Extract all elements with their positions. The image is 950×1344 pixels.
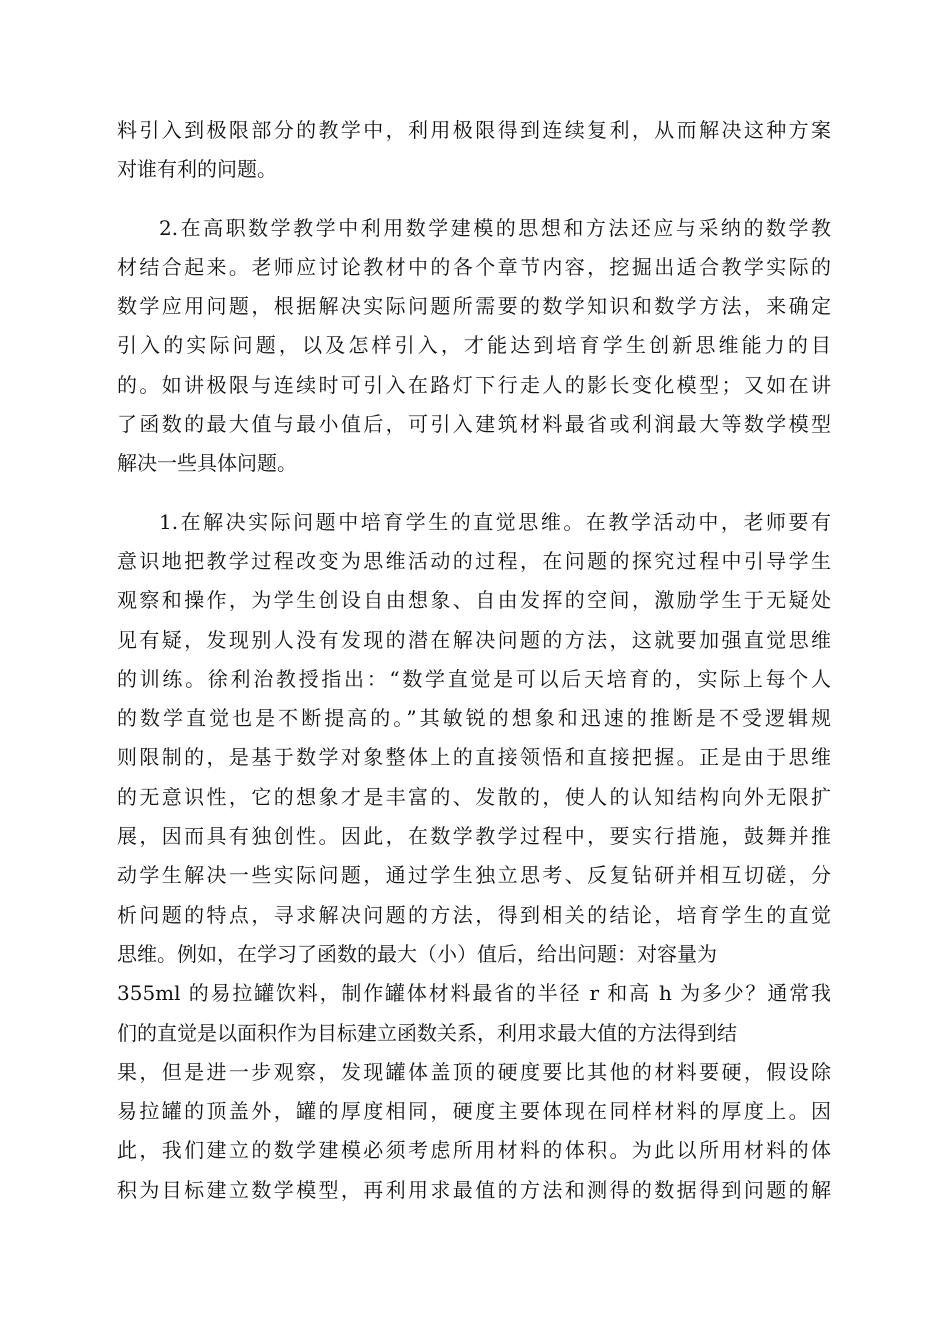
text-line: 的训练。徐利治教授指出：“数学直觉是可以后天培育的，实际上每个人 [117,666,831,691]
paragraph-intro-continuation [117,111,831,190]
text-line: 析问题的特点，寻求解决问题的方法，得到相关的结论，培育学生的直觉 [117,902,831,927]
text-line: 此，我们建立的数学建模必须考虑所用材料的体积。为此以所用材料的体 [117,1138,831,1163]
text-line: 1.在解决实际问题中培育学生的直觉思维。在教学活动中，老师要有 [159,509,831,534]
text-line: 对谁有利的问题。 [117,157,277,182]
paragraph-gap [117,190,831,209]
text-line: 们的直觉是以面积作为目标建立函数关系，利用求最大值的方法得到结 [117,1020,737,1045]
text-line: 材结合起来。老师应讨论教材中的各个章节内容，挖掘出适合教学实际的 [117,254,831,279]
text-line: 的。如讲极限与连续时可引入在路灯下行走人的影长变化模型；又如在讲 [117,372,831,397]
text-line: 355ml 的易拉罐饮料，制作罐体材料最省的半径 r 和高 h 为多少？通常我 [117,981,831,1006]
text-line: 展，因而具有独创性。因此，在数学教学过程中，要实行措施，鼓舞并推 [117,824,831,849]
text-line: 则限制的，是基于数学对象整体上的直接领悟和直接把握。正是由于思维 [117,745,831,770]
paragraph-point-2 [117,209,831,484]
text-line: 观察和操作，为学生创设自由想象、自由发挥的空间，激励学生于无疑处 [117,588,831,613]
document-body [117,111,831,1210]
text-line: 了函数的最大值与最小值后，可引入建筑材料最省或利润最大等数学模型 [117,412,831,437]
text-line: 思维。例如，在学习了函数的最大（小）值后，给出问题：对容量为 [117,941,717,966]
text-line: 易拉罐的顶盖外，罐的厚度相同，硬度主要体现在同样材料的厚度上。因 [117,1099,831,1124]
text-line: 积为目标建立数学模型，再利用求最值的方法和测得的数据得到问题的解 [117,1177,831,1202]
text-line: 见有疑，发现别人没有发现的潜在解决问题的方法，这就要加强直觉思维 [117,627,831,652]
paragraph-point-1 [117,503,831,1210]
text-line: 的无意识性，它的想象才是丰富的、发散的，使人的认知结构向外无限扩 [117,784,831,809]
paragraph-gap [117,484,831,503]
text-line: 引入的实际问题，以及怎样引入，才能达到培育学生创新思维能力的目 [117,333,831,358]
text-line: 数学应用问题，根据解决实际问题所需要的数学知识和数学方法，来确定 [117,294,831,319]
text-line: 动学生解决一些实际问题，通过学生独立思考、反复钻研并相互切磋，分 [117,863,831,888]
text-line: 2.在高职数学教学中利用数学建模的思想和方法还应与采纳的数学教 [159,215,831,240]
text-line: 的数学直觉也是不断提高的。”其敏锐的想象和迅速的推断是不受逻辑规 [117,706,831,731]
text-line: 果，但是进一步观察，发现罐体盖顶的硬度要比其他的材料要硬，假设除 [117,1059,831,1084]
text-line: 解决一些具体问题。 [117,451,297,476]
text-line: 意识地把教学过程改变为思维活动的过程，在问题的探究过程中引导学生 [117,548,831,573]
text-line: 料引入到极限部分的教学中，利用极限得到连续复利，从而解决这种方案 [117,118,831,142]
